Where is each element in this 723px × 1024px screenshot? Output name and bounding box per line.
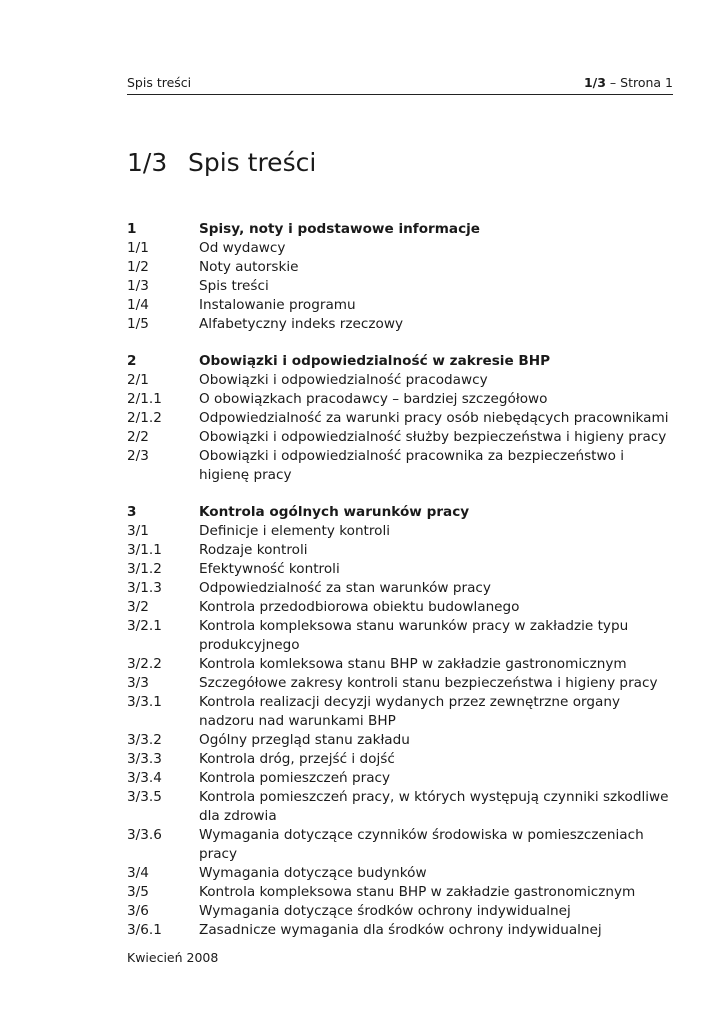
toc-title: Odpowiedzialność za warunki pracy osób niebędących pracownikami (199, 410, 669, 426)
toc-title: Obowiązki i odpowiedzialność służby bezpieczeństwa i higieny pracy (199, 429, 667, 445)
toc-entry (127, 371, 673, 390)
toc-title: Kontrola kompleksowa stanu BHP w zakładzie gastronomicznym (199, 884, 636, 900)
toc-entry (127, 560, 673, 579)
toc-entry (127, 788, 673, 826)
toc-entry (127, 750, 673, 769)
toc-title: Kontrola realizacji decyzji wydanych przez zewnętrzne organy nadzoru nad warunkami BHP (199, 694, 621, 729)
toc-title: Kontrola ogólnych warunków pracy (199, 504, 470, 520)
toc-entry (127, 258, 673, 277)
toc-entry (127, 769, 673, 788)
toc-number: 3/3.5 (127, 789, 162, 805)
toc-number: 3/1 (127, 523, 149, 539)
toc-entry (127, 826, 673, 864)
toc-title: Kontrola dróg, przejść i dojść (199, 751, 395, 767)
toc-title: Kontrola pomieszczeń pracy (199, 770, 391, 786)
toc-number: 3/4 (127, 865, 149, 881)
toc-title: Noty autorskie (199, 259, 299, 275)
toc-title: Obowiązki i odpowiedzialność pracownika za bezpieczeństwo i higienę pracy (199, 448, 625, 483)
toc-title: Kontrola pomieszczeń pracy, w których występują czynniki szkodliwe dla zdrowia (199, 789, 669, 824)
toc-title: Odpowiedzialność za stan warunków pracy (199, 580, 491, 596)
toc-entry (127, 902, 673, 921)
toc-title: Wymagania dotyczące czynników środowiska w pomieszczeniach pracy (199, 827, 644, 862)
toc-title: Rodzaje kontroli (199, 542, 308, 558)
toc-number: 3/6.1 (127, 922, 162, 938)
toc-number: 2/2 (127, 429, 149, 445)
toc-number: 1/3 (127, 278, 149, 294)
toc-number: 3 (127, 504, 137, 520)
toc-number: 2 (127, 353, 137, 369)
toc-title: Kontrola kompleksowa stanu warunków pracy w zakładzie typu produkcyjnego (199, 618, 629, 653)
toc-section-heading (127, 503, 673, 522)
toc-number: 3/3.2 (127, 732, 162, 748)
page-title-number: 1/3 (127, 148, 168, 177)
header-section-title: Spis treści (127, 75, 192, 90)
toc-entry (127, 731, 673, 750)
toc-title: Spisy, noty i podstawowe informacje (199, 221, 481, 237)
toc-number: 3/5 (127, 884, 149, 900)
section-gap (127, 485, 673, 503)
toc-title: Zasadnicze wymagania dla środków ochrony indywidualnej (199, 922, 602, 938)
toc-title: Kontrola komleksowa stanu BHP w zakładzie gastronomicznym (199, 656, 627, 672)
toc-entry (127, 579, 673, 598)
table-of-contents (127, 220, 673, 940)
toc-title: Od wydawcy (199, 240, 286, 256)
toc-title: Kontrola przedodbiorowa obiektu budowlanego (199, 599, 520, 615)
toc-entry (127, 522, 673, 541)
toc-number: 3/3.1 (127, 694, 162, 710)
toc-entry (127, 277, 673, 296)
toc-entry (127, 541, 673, 560)
toc-number: 3/2.2 (127, 656, 162, 672)
toc-number: 3/1.1 (127, 542, 162, 558)
toc-number: 1/1 (127, 240, 149, 256)
toc-title: Ogólny przegląd stanu zakładu (199, 732, 410, 748)
toc-number: 3/3 (127, 675, 149, 691)
page-title (127, 148, 316, 177)
header-page-indicator (584, 75, 673, 90)
page-title-text: Spis treści (188, 148, 317, 177)
toc-number: 3/3.3 (127, 751, 162, 767)
toc-entry (127, 409, 673, 428)
toc-number: 2/1 (127, 372, 149, 388)
toc-entry (127, 921, 673, 940)
toc-number: 1/2 (127, 259, 149, 275)
toc-number: 3/3.4 (127, 770, 162, 786)
toc-number: 3/1.3 (127, 580, 162, 596)
toc-entry (127, 693, 673, 731)
toc-entry (127, 864, 673, 883)
toc-section-heading (127, 220, 673, 239)
toc-title: Wymagania dotyczące środków ochrony indywidualnej (199, 903, 571, 919)
toc-title: Spis treści (199, 278, 269, 294)
toc-entry (127, 428, 673, 447)
toc-entry (127, 655, 673, 674)
toc-number: 2/1.2 (127, 410, 162, 426)
toc-number: 3/1.2 (127, 561, 162, 577)
toc-entry (127, 296, 673, 315)
toc-section-heading (127, 352, 673, 371)
toc-title: Wymagania dotyczące budynków (199, 865, 427, 881)
header-page-number: – Strona 1 (605, 75, 673, 90)
header-chapter-number: 1/3 (583, 75, 606, 90)
toc-number: 1/4 (127, 297, 149, 313)
toc-entry (127, 315, 673, 334)
toc-title: Obowiązki i odpowiedzialność w zakresie BHP (199, 353, 551, 369)
toc-title: Szczegółowe zakresy kontroli stanu bezpieczeństwa i higieny pracy (199, 675, 658, 691)
toc-title: O obowiązkach pracodawcy – bardziej szczegółowo (199, 391, 548, 407)
toc-title: Efektywność kontroli (199, 561, 340, 577)
toc-number: 1/5 (127, 316, 149, 332)
toc-entry (127, 390, 673, 409)
toc-entry (127, 239, 673, 258)
section-gap (127, 334, 673, 352)
toc-title: Alfabetyczny indeks rzeczowy (199, 316, 403, 332)
toc-number: 1 (127, 221, 137, 237)
toc-number: 3/2.1 (127, 618, 162, 634)
page-footer: Kwiecień 2008 (127, 950, 219, 965)
toc-entry (127, 674, 673, 693)
toc-number: 2/1.1 (127, 391, 162, 407)
toc-number: 3/2 (127, 599, 149, 615)
toc-number: 3/3.6 (127, 827, 162, 843)
toc-title: Definicje i elementy kontroli (199, 523, 391, 539)
page-header (127, 72, 673, 95)
toc-number: 3/6 (127, 903, 149, 919)
toc-entry (127, 883, 673, 902)
toc-entry (127, 447, 673, 485)
toc-number: 2/3 (127, 448, 149, 464)
toc-entry (127, 617, 673, 655)
toc-entry (127, 598, 673, 617)
toc-title: Obowiązki i odpowiedzialność pracodawcy (199, 372, 488, 388)
toc-title: Instalowanie programu (199, 297, 356, 313)
